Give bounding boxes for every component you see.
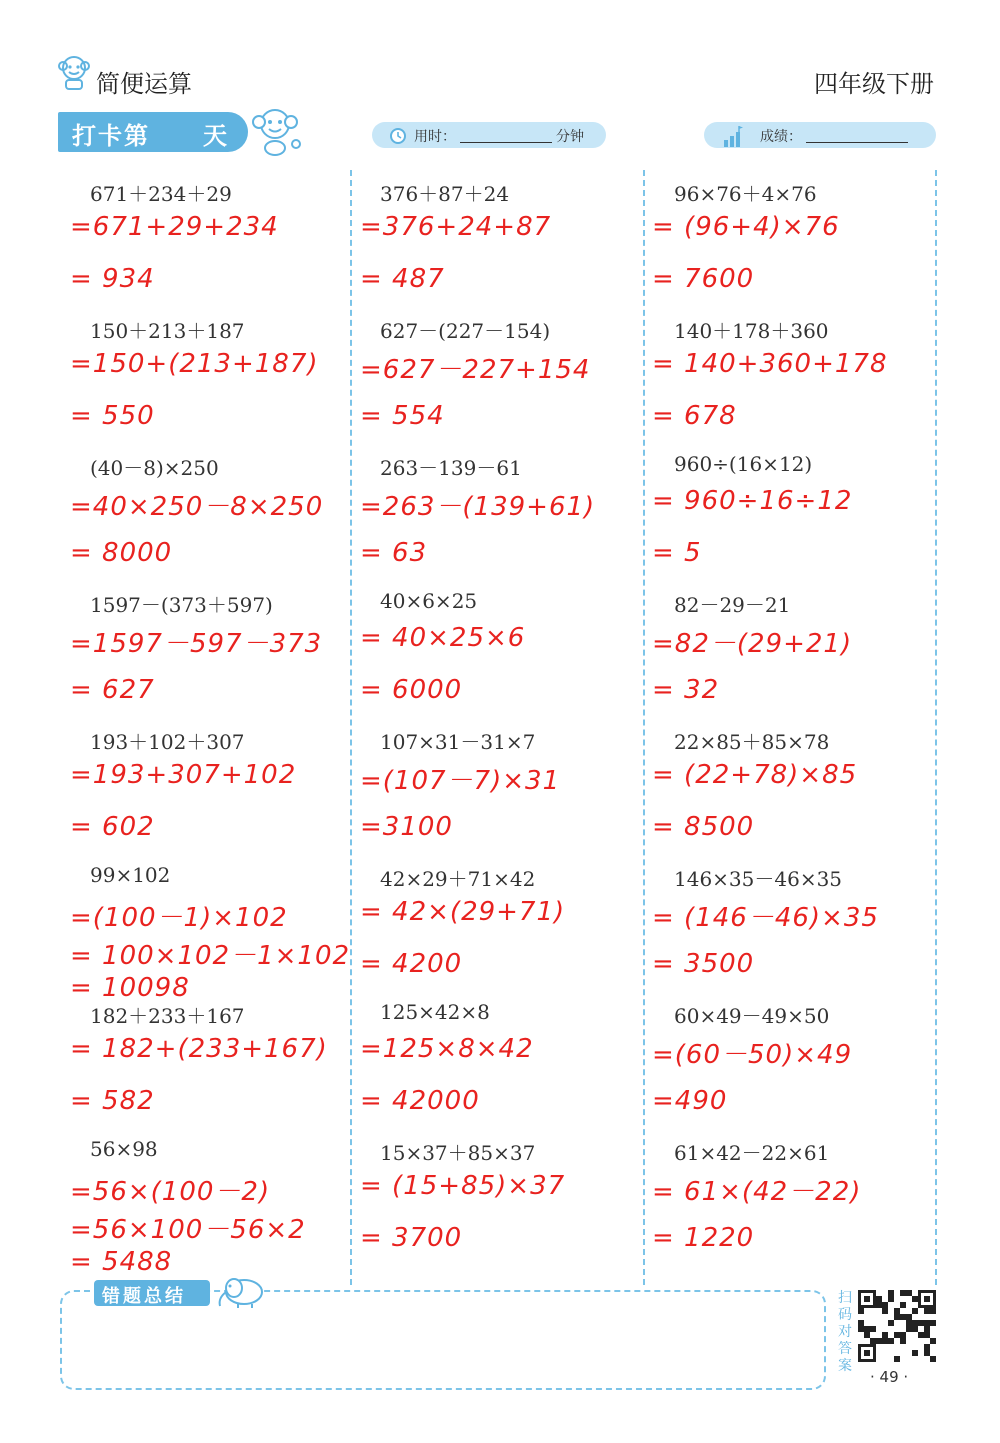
problem-expression: 96×76＋4×76 (674, 182, 817, 206)
problem-expression: 1597－(373＋597) (90, 593, 273, 617)
handwritten-step: =490 (652, 1086, 728, 1116)
page-number: · 49 · (870, 1368, 909, 1386)
problem-expression: 150＋213＋187 (90, 319, 245, 343)
elephant-icon (214, 1272, 268, 1310)
problem-expression: (40－8)×250 (90, 456, 219, 480)
page-title: 简便运算 (96, 70, 192, 98)
handwritten-step: = 4200 (360, 949, 463, 979)
handwritten-step: =263－(139+61) (360, 492, 596, 522)
time-input-line[interactable] (460, 126, 552, 143)
handwritten-step: = 5 (652, 538, 702, 568)
handwritten-step: =40×250－8×250 (70, 492, 324, 522)
problem-expression: 182＋233＋167 (90, 1004, 245, 1028)
qr-code-icon[interactable] (858, 1290, 936, 1362)
handwritten-step: =(100－1)×102 (70, 903, 288, 933)
problem-expression: 263－139－61 (380, 456, 522, 480)
column-divider (350, 170, 352, 1285)
problem-expression: 15×37＋85×37 (380, 1141, 536, 1165)
handwritten-step: = 582 (70, 1086, 155, 1116)
handwritten-step: = 1220 (652, 1223, 755, 1253)
problem-expression: 60×49－49×50 (674, 1004, 830, 1028)
problem-expression: 42×29＋71×42 (380, 867, 536, 891)
problem-expression: 82－29－21 (674, 593, 791, 617)
handwritten-step: = 487 (360, 264, 445, 294)
bar-chart-icon (722, 124, 746, 148)
grade-label: 四年级下册 (814, 70, 934, 98)
handwritten-step: = 960÷16÷12 (652, 486, 853, 516)
handwritten-step: = 100×102－1×102 (70, 941, 351, 971)
problem-expression: 125×42×8 (380, 1000, 490, 1024)
handwritten-step: =671+29+234 (70, 212, 279, 242)
handwritten-step: = 32 (652, 675, 720, 705)
score-label: 成绩： (760, 129, 802, 145)
scan-answer-label: 扫码对答案 (838, 1290, 852, 1374)
handwritten-step: = 602 (70, 812, 155, 842)
handwritten-step: =82－(29+21) (652, 629, 853, 659)
handwritten-step: = 3500 (652, 949, 755, 979)
problem-expression: 107×31－31×7 (380, 730, 536, 754)
handwritten-step: = (22+78)×85 (652, 760, 858, 790)
clock-icon (388, 125, 408, 145)
handwritten-step: =(60－50)×49 (652, 1040, 853, 1070)
summary-label: 错题总结 (102, 1286, 186, 1307)
handwritten-step: =(107－7)×31 (360, 766, 561, 796)
handwritten-step: = 8500 (652, 812, 755, 842)
handwritten-step: = 7600 (652, 264, 755, 294)
monkey-mascot-icon (246, 104, 304, 156)
handwritten-step: = 554 (360, 401, 445, 431)
column-divider (935, 170, 937, 1285)
handwritten-step: = 934 (70, 264, 155, 294)
handwritten-step: = 61×(42－22) (652, 1177, 862, 1207)
problem-expression: 140＋178＋360 (674, 319, 829, 343)
checkin-label: 打卡第 (72, 122, 150, 150)
checkin-day-label: 天 (203, 122, 227, 150)
handwritten-step: = 8000 (70, 538, 173, 568)
handwritten-step: =56×100－56×2 (70, 1215, 306, 1245)
problem-expression: 960÷(16×12) (674, 452, 813, 476)
handwritten-step: = 550 (70, 401, 155, 431)
handwritten-step: =193+307+102 (70, 760, 297, 790)
handwritten-step: = 3700 (360, 1223, 463, 1253)
handwritten-step: = 182+(233+167) (70, 1034, 328, 1064)
handwritten-step: = (15+85)×37 (360, 1171, 566, 1201)
handwritten-step: =56×(100－2) (70, 1177, 271, 1207)
problem-expression: 376＋87＋24 (380, 182, 510, 206)
handwritten-step: =376+24+87 (360, 212, 552, 242)
problem-expression: 671＋234＋29 (90, 182, 232, 206)
handwritten-step: = 63 (360, 538, 428, 568)
problem-expression: 146×35－46×35 (674, 867, 843, 891)
monkey-logo-icon (58, 54, 90, 90)
handwritten-step: =627－227+154 (360, 355, 591, 385)
column-divider (643, 170, 645, 1285)
handwritten-step: = 5488 (70, 1247, 173, 1277)
problem-expression: 193＋102＋307 (90, 730, 245, 754)
handwritten-step: = 6000 (360, 675, 463, 705)
problem-expression: 56×98 (90, 1137, 158, 1161)
handwritten-step: = 42×(29+71) (360, 897, 566, 927)
time-label: 用时： (414, 129, 456, 145)
problem-expression: 61×42－22×61 (674, 1141, 830, 1165)
handwritten-step: = 678 (652, 401, 737, 431)
handwritten-step: = (146－46)×35 (652, 903, 879, 933)
handwritten-step: = 42000 (360, 1086, 480, 1116)
handwritten-step: = 40×25×6 (360, 623, 526, 653)
handwritten-step: =125×8×42 (360, 1034, 534, 1064)
handwritten-step: =1597－597－373 (70, 629, 323, 659)
handwritten-step: = 140+360+178 (652, 349, 888, 379)
problem-expression: 40×6×25 (380, 589, 478, 613)
handwritten-step: = 10098 (70, 973, 190, 1003)
problem-expression: 627－(227－154) (380, 319, 551, 343)
time-unit-label: 分钟 (556, 129, 584, 145)
handwritten-step: = 627 (70, 675, 155, 705)
handwritten-step: =3100 (360, 812, 453, 842)
handwritten-step: = (96+4)×76 (652, 212, 840, 242)
problem-expression: 22×85＋85×78 (674, 730, 830, 754)
score-input-line[interactable] (806, 126, 908, 143)
handwritten-step: =150+(213+187) (70, 349, 319, 379)
problem-expression: 99×102 (90, 863, 171, 887)
